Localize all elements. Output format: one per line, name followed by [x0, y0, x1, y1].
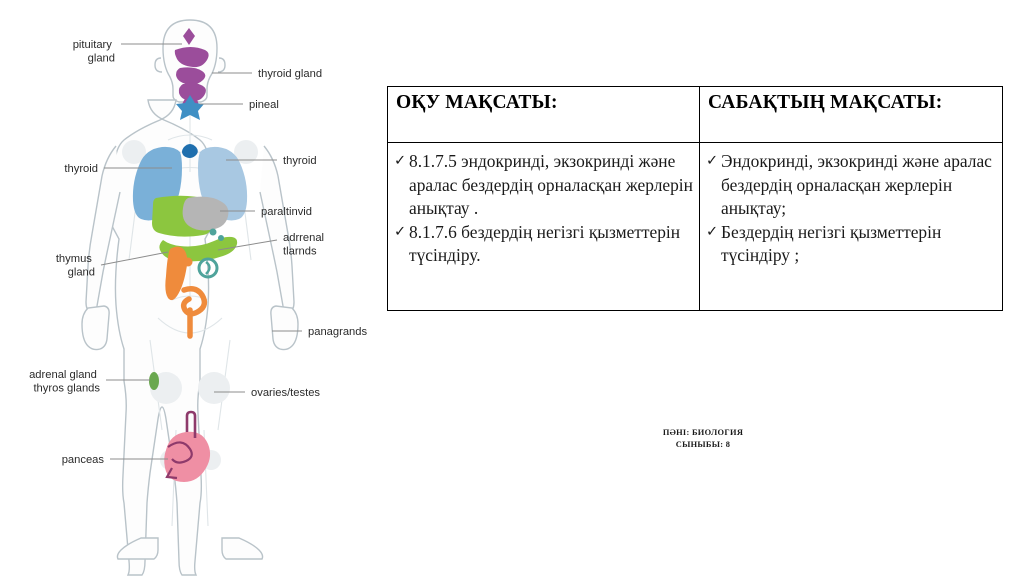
list-item — [394, 150, 693, 221]
body-cell-learning-objective — [388, 143, 700, 311]
ovary-organ — [149, 372, 159, 390]
label-adrenal-thyros-glands: adrenal gland thyros glands — [29, 369, 100, 395]
label-thymus-gland: thymus gland — [55, 253, 95, 279]
list-item — [706, 221, 996, 268]
footer-meta — [382, 427, 1024, 451]
lesson-objective-header: САБАҚТЫҢ МАҚСАТЫ: — [708, 92, 943, 113]
islet-markers — [210, 229, 225, 242]
list-item — [706, 150, 996, 221]
list-item-text: Бездердің негізгі қызметтерін түсіндіру ; — [721, 221, 942, 265]
label-thyroid-left: thyroid — [64, 163, 98, 175]
label-paraltinvid: paraltinvid — [261, 206, 312, 218]
label-pituitary-gland: pituitary gland — [72, 39, 115, 65]
check-icon: ✓ — [706, 153, 719, 169]
subject-line: ПӘНІ: БИОЛОГИЯ — [662, 428, 744, 437]
list-item — [394, 221, 693, 268]
grade-line: СЫНЫБЫ: 8 — [675, 440, 731, 449]
label-adrrenal-tlarnds: adrrenal tlarnds — [283, 232, 325, 258]
body-cell-lesson-objective — [700, 143, 1003, 311]
label-pineal: pineal — [249, 99, 279, 111]
label-ovaries-testes: ovaries/testes — [251, 387, 321, 399]
list-item-text: 8.1.7.5 эндокринді, экзокринді және аралас бездердің орналасқан жерлерін анықтау . — [409, 151, 693, 218]
learning-objective-header: ОҚУ МАҚСАТЫ: — [396, 92, 558, 113]
check-icon: ✓ — [394, 223, 407, 240]
check-icon: ✓ — [394, 153, 407, 169]
stomach-organ — [183, 197, 229, 231]
list-item-text: Эндокринді, экзокринді және аралас бездердің орналасқан жерлерін анықтау; — [721, 151, 992, 218]
lesson-goals-table — [387, 86, 1003, 311]
content-panel — [382, 0, 1024, 576]
header-cell-lesson-objective — [700, 87, 1003, 143]
table-body-row — [388, 143, 1003, 311]
lesson-objective-list — [706, 150, 996, 268]
list-item-text: 8.1.7.6 бездердің негізгі қызметтерін түсіндіру. — [409, 221, 681, 265]
learning-objective-list — [394, 150, 693, 268]
check-icon: ✓ — [706, 223, 719, 240]
label-panagrands: panagrands — [308, 326, 368, 338]
label-panceas: panceas — [61, 454, 104, 466]
table-header-row — [388, 87, 1003, 143]
header-cell-learning-objective — [388, 87, 700, 143]
endocrine-diagram-panel — [0, 0, 382, 576]
label-thyroid-gland: thyroid gland — [258, 68, 323, 80]
label-thyroid-right: thyroid — [283, 155, 317, 167]
endocrine-diagram-image — [0, 0, 382, 576]
